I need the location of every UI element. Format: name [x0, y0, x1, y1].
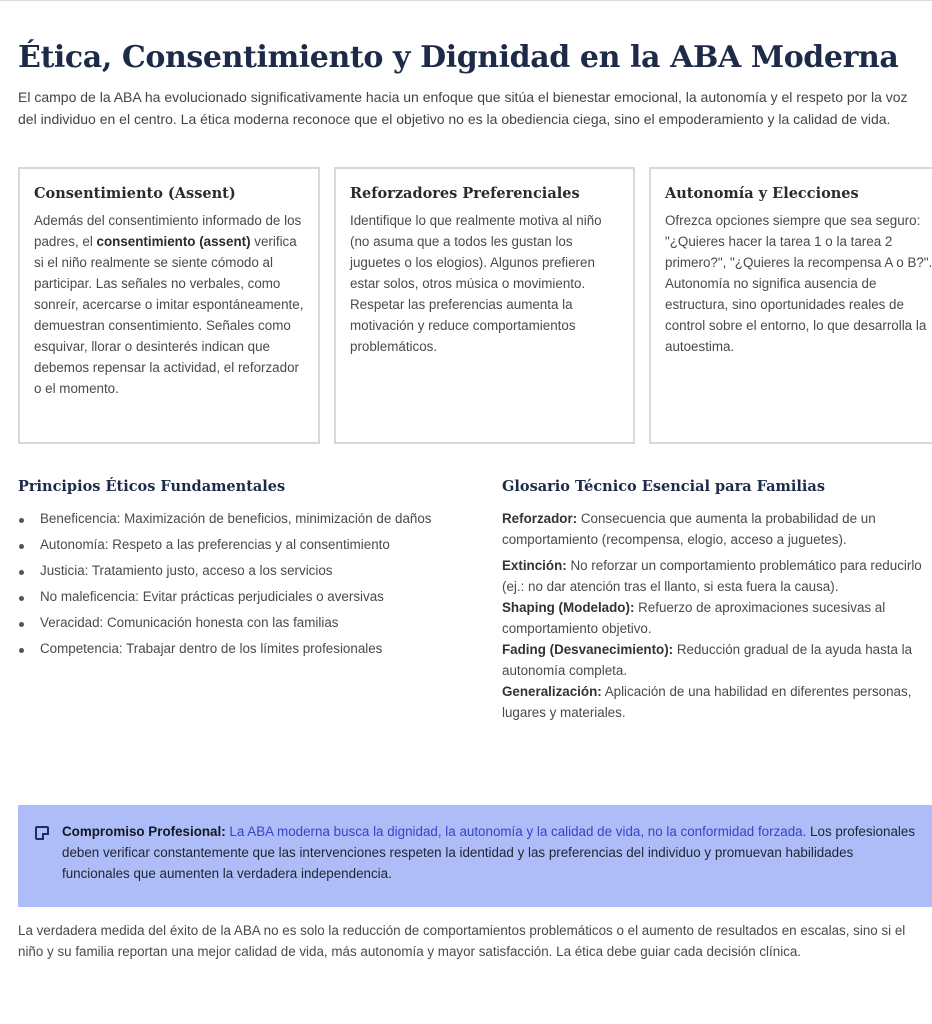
- card-text: Además del consentimiento informado de los padres, el consentimiento (assent) verifica si el niño realmente se siente cómodo al participar. Las señales no verbales, como sonreír, acercarse o imitar espontáneamente, demuestran consentimiento. Señales como esquivar, llorar o desinterés indican que debemos repensar la actividad, el reforzador o el momento.: [34, 213, 304, 396]
- list-item: Autonomía: Respeto a las preferencias y al consentimiento: [18, 535, 432, 561]
- card-text: Identifique lo que realmente motiva al niño (no asuma que a todos les gustan los juguetes o los elogios). Algunos prefieren estar solos, otros música o movimiento. Respetar las preferencias aumenta la motivación y reduce comportamientos problemáticos.: [350, 213, 602, 354]
- list-item: No maleficencia: Evitar prácticas perjudiciales o aversivas: [18, 587, 432, 613]
- note-icon: [35, 826, 49, 840]
- glossary-definition: Refuerzo de aproximaciones sucesivas al comportamiento objetivo.: [502, 600, 886, 636]
- list-item: Competencia: Trabajar dentro de los límites profesionales: [18, 639, 432, 665]
- glossary-entry: [502, 639, 926, 681]
- card-consentimiento: [18, 167, 320, 444]
- callout-label: Compromiso Profesional:: [62, 824, 226, 839]
- card-text: Ofrezca opciones siempre que sea seguro: "¿Quieres hacer la tarea 1 o la tarea 2 primero?", "¿Quieres la recompensa A o B?". Autonomía no significa ausencia de estructura, sino oportunidades reales de control sobre el entorno, lo que desarrolla la autoestima.: [665, 213, 932, 354]
- callout-text: Compromiso Profesional: La ABA moderna busca la dignidad, la autonomía y la calidad de vida, no la conformidad forzada. Los profesionales deben verificar constantemente que las intervenciones respeten la identidad y las preferencias del individuo y promuevan habilidades funcionales que aumenten la verdadera independencia.: [62, 824, 916, 881]
- glossary-term: Extinción:: [502, 558, 567, 573]
- glossary-entry: [502, 508, 926, 550]
- glossary-definition: No reforzar un comportamiento problemático para reducirlo (ej.: no dar atención tras el llanto, si esta fuera la causa).: [502, 558, 922, 594]
- principles-list: [18, 509, 432, 665]
- glossary-list: [502, 508, 926, 723]
- list-item: Veracidad: Comunicación honesta con las familias: [18, 613, 432, 639]
- top-divider: [0, 0, 932, 1]
- card-title: Consentimiento (Assent): [34, 185, 236, 202]
- card-reforzadores: [334, 167, 635, 444]
- card-title: Reforzadores Preferenciales: [350, 185, 580, 202]
- callout-compromiso: [18, 805, 932, 907]
- glossary-term: Fading (Desvanecimiento):: [502, 642, 674, 657]
- glossary-entry: [502, 555, 926, 597]
- callout-highlight: La ABA moderna busca la dignidad, la autonomía y la calidad de vida, no la conformidad forzada.: [225, 824, 807, 839]
- closing-paragraph: La verdadera medida del éxito de la ABA no es solo la reducción de comportamientos problemáticos o el aumento de resultados en escalas, sino si el niño y su familia reportan una mejor calidad de vida, más autonomía y mayor satisfacción. La ética debe guiar cada decisión clínica.: [18, 923, 906, 959]
- glossary-entry: [502, 681, 926, 723]
- glossary-term: Reforzador:: [502, 511, 578, 526]
- glossary-definition: Aplicación de una habilidad en diferentes personas, lugares y materiales.: [502, 684, 912, 720]
- glossary-term: Generalización:: [502, 684, 602, 699]
- card-autonomia: [649, 167, 932, 444]
- card-title: Autonomía y Elecciones: [665, 185, 859, 202]
- page-title: Ética, Consentimiento y Dignidad en la ABA Moderna: [18, 40, 899, 75]
- glossary-definition: Consecuencia que aumenta la probabilidad de un comportamiento (recompensa, elogio, acceso a juguetes).: [502, 511, 876, 547]
- bold-term: consentimiento (assent): [96, 234, 251, 249]
- list-item: Beneficencia: Maximización de beneficios, minimización de daños: [18, 509, 432, 535]
- list-item: Justicia: Tratamiento justo, acceso a los servicios: [18, 561, 432, 587]
- glossary-entry: [502, 597, 926, 639]
- principles-heading: Principios Éticos Fundamentales: [18, 478, 286, 495]
- glossary-heading: Glosario Técnico Esencial para Familias: [502, 478, 825, 495]
- intro-paragraph: El campo de la ABA ha evolucionado significativamente hacia un enfoque que sitúa el bienestar emocional, la autonomía y el respeto por la voz del individuo en el centro. La ética moderna reconoce que el objetivo no es la obediencia ciega, sino el empoderamiento y la calidad de vida.: [18, 89, 908, 127]
- glossary-definition: Reducción gradual de la ayuda hasta la autonomía completa.: [502, 642, 913, 678]
- glossary-term: Shaping (Modelado):: [502, 600, 635, 615]
